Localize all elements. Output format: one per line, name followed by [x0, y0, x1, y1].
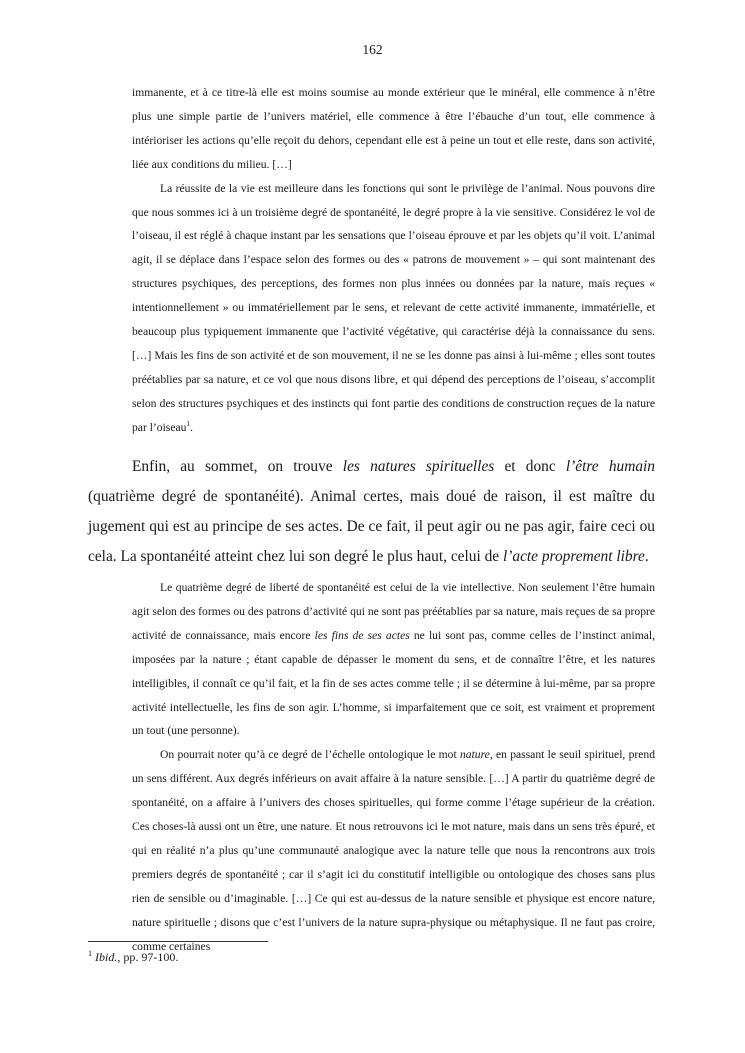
- text-run: ne lui sont pas, comme celles de l’instinct animal, imposées par la nature ; étant capable de dépasser le moment du sens, et de connaître l’être, et les natures intelligibles, il connaît ce qu’il fait, et la fin de ses actes comme telle ; il se détermine à lui-même, par sa propre activité intellectuelle, les fins de son agir. L’homme, si imparfaitement que ce soit, est vraiment et proprement un tout (une personne).: [132, 628, 655, 738]
- footnote-reference[interactable]: 1: [186, 418, 191, 428]
- punctuation: .: [190, 420, 194, 434]
- quote-paragraph: [132, 743, 655, 958]
- footnote-separator: [88, 941, 268, 942]
- quote-paragraph: immanente, et à ce titre-là elle est moins soumise au monde extérieur que le minéral, elle commence à n’être plus une simple partie de l’univers matériel, elle commence à être l’ébauche d’un tout, elle commence à intérioriser les actions qu’elle reçoit du dehors, cependant elle est à peine un tout et elle reste, dans son activité, liée aux conditions du milieu. […]: [132, 86, 655, 171]
- quote-paragraph: [132, 576, 655, 743]
- block-quote-intellective-life: [132, 576, 655, 959]
- emphasis-natures-spirituelles: les natures spirituelles: [342, 458, 495, 475]
- text-run: On pourrait noter qu’à ce degré de l’échelle ontologique le mot: [160, 748, 460, 762]
- quote-text: La réussite de la vie est meilleure dans les fonctions qui sont le privilège de l’animal. Nous pouvons dire que nous sommes ici à un troisième degré de spontanéité, le degré propre à la vie sensitive. Considérez le vol de l’oiseau, il est réglé à chaque instant par les sensations que l’oiseau éprouve et par les objets qu’il voit. L’animal agit, il se déplace dans l’espace selon des formes ou des « patrons de mouvement » – qui sont maintenant des structures psychiques, des perceptions, des formes non plus innées ou données par la nature, mais reçues « intentionnellement » ou immatériellement par le sens, et relevant de cette activité immanente, immatérielle, et beaucoup plus typiquement immanente que l’activité végétative, qui caractérise déjà la connaissance du sens. […] Mais les fins de son activité et de son mouvement, il ne se les donne pas ainsi à lui-même ; elles sont toutes préétablies par sa nature, et ce vol que nous disons libre, et qui dépend des perceptions de l’oiseau, s’accomplit selon des structures psychiques et des instincts qui font partie des conditions de construction reçues de la nature par l’oiseau: [132, 181, 655, 434]
- text-run: .: [644, 548, 649, 565]
- quote-paragraph: [132, 177, 655, 440]
- text-run: (quatrième degré de spontanéité). Animal certes, mais doué de raison, il est maître du jugement qui est au principe de ses actes. De ce fait, il peut agir ou ne pas agir, faire ceci ou cela. La spontanéité atteint chez lui son degré le plus haut, celui de: [88, 488, 655, 565]
- emphasis-fins-actes: les fins de ses actes: [314, 628, 410, 642]
- text-run: , en passant le seuil spirituel, prend un sens différent. Aux degrés inférieurs on avait affaire à la nature sensible. […] A partir du quatrième degré de spontanéité, on a affaire à l’univers des choses spirituelles, qui forme comme l’étage supérieur de la création. Ces choses-là aussi ont un être, une nature. Et nous retrouvons ici le mot nature, mais dans un sens très épuré, et qui en réalité n’a plus qu’une communauté analogique avec la nature telle que nous la rencontrons aux trois premiers degrés de spontanéité ; car il s’agit ici du constitutif intelligible ou ontologique des choses sans plus rien de sensible ou d’imaginable. […] Ce qui est au-dessus de la nature sensible et physique est encore nature, nature spirituelle ; disons que c’est l’univers de la nature supra-physique ou métaphysique. Il ne faut pas croire, comme certaines: [132, 748, 655, 953]
- block-quote-vital-spontaneity: [132, 81, 655, 440]
- emphasis-etre-humain: l’être humain: [565, 458, 655, 475]
- page-number: 162: [362, 42, 383, 57]
- body-paragraph: [88, 452, 655, 572]
- emphasis-acte-libre: l’acte proprement libre: [502, 548, 645, 565]
- footnote-pages: , pp. 97-100.: [117, 950, 179, 964]
- text-run: Enfin, au sommet, on trouve: [132, 458, 343, 475]
- text-run: et donc: [494, 458, 566, 475]
- footnote: [88, 949, 178, 965]
- body-text: [88, 452, 655, 572]
- emphasis-nature: nature: [459, 748, 490, 762]
- text-run: Le quatrième degré de liberté de spontanéité est celui de la vie intellective. Non seulement l’être humain agit selon des formes ou des patrons d’activité qui ne sont pas préétablies par sa nature, mais reçues de sa propre activité de connaissance, mais encore: [132, 581, 655, 642]
- footnote-source: Ibid.: [95, 950, 118, 964]
- footnote-marker: 1: [88, 949, 92, 958]
